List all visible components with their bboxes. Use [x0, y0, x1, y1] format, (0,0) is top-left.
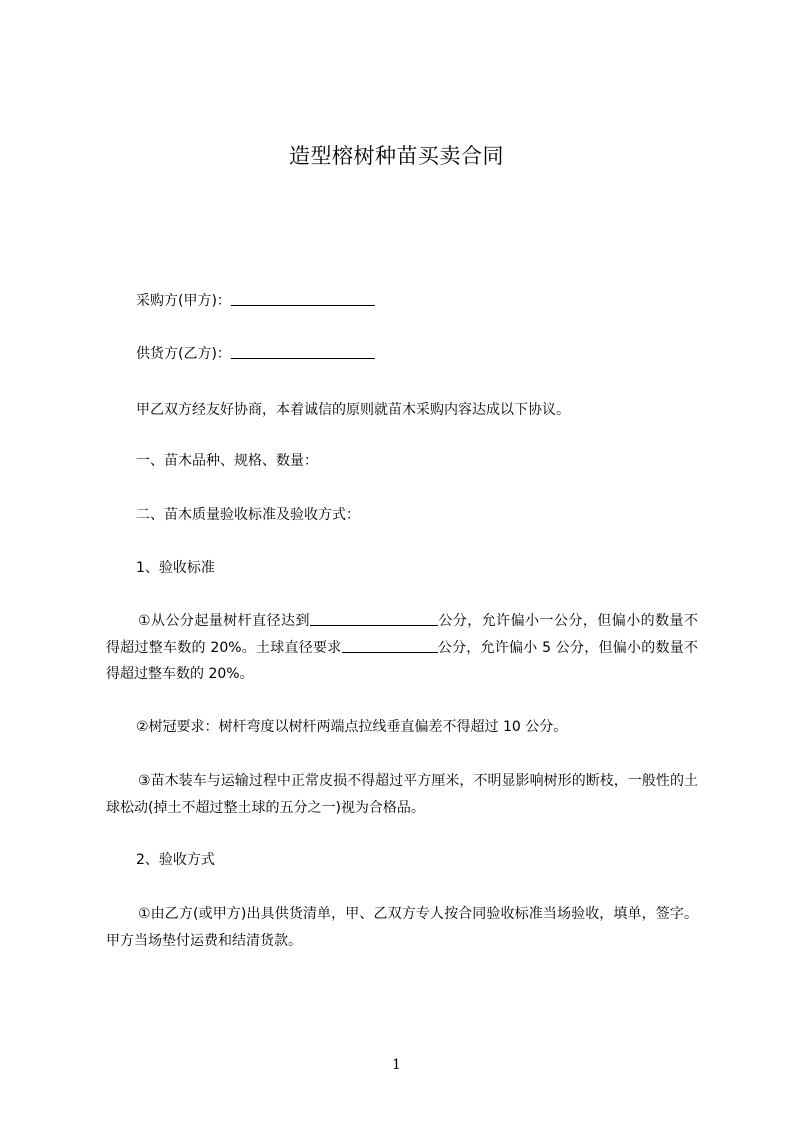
section-2-heading: 二、苗木质量验收标准及验收方式：: [136, 507, 360, 523]
acceptance-item-1: [106, 608, 698, 688]
item-1-text-c: 公分，允许偏小 5 公分，但偏小的数量不得超过整车数的 20%。: [106, 639, 698, 682]
section-1-heading: 一、苗木品种、规格、数量：: [136, 453, 318, 469]
party-b-label: 供货方(乙方)：: [136, 346, 231, 362]
party-b-line: [136, 341, 736, 367]
intro-paragraph: 甲乙双方经友好协商，本着诚信的原则就苗木采购内容达成以下协议。: [136, 402, 570, 418]
party-a-blank: [231, 291, 375, 306]
subsection-2-heading: 2、验收方式: [136, 852, 215, 868]
acceptance-method-item-1: ①由乙方(或甲方)出具供货清单，甲、乙双方专人按合同验收标准当场验收，填单，签字。甲方当场垫付运费和结清货款。: [106, 906, 698, 949]
acceptance-item-2: ②树冠要求：树杆弯度以树杆两端点拉线垂直偏差不得超过 10 公分。: [136, 719, 568, 735]
party-a-line: [136, 288, 736, 314]
acceptance-item-3: ③苗木装车与运输过程中正常皮损不得超过平方厘米，不明显影响树形的断枝，一般性的土球松动(掉土不超过整土球的五分之一)视为合格品。: [106, 773, 698, 816]
page-number: 1: [392, 1057, 401, 1073]
item-1-text-b: 公分，允许偏小一公分，但偏小的数量不得超过整车数的 20%。土球直径要求: [106, 613, 698, 656]
party-b-blank: [231, 344, 375, 359]
party-a-label: 采购方(甲方)：: [136, 293, 231, 309]
subsection-1-heading: 1、验收标准: [136, 560, 215, 576]
trunk-diameter-blank: [310, 611, 438, 626]
item-1-text-a: ①从公分起量树杆直径达到: [138, 613, 310, 629]
document-title: 造型榕树种苗买卖合同: [289, 144, 504, 168]
root-ball-diameter-blank: [342, 638, 438, 653]
